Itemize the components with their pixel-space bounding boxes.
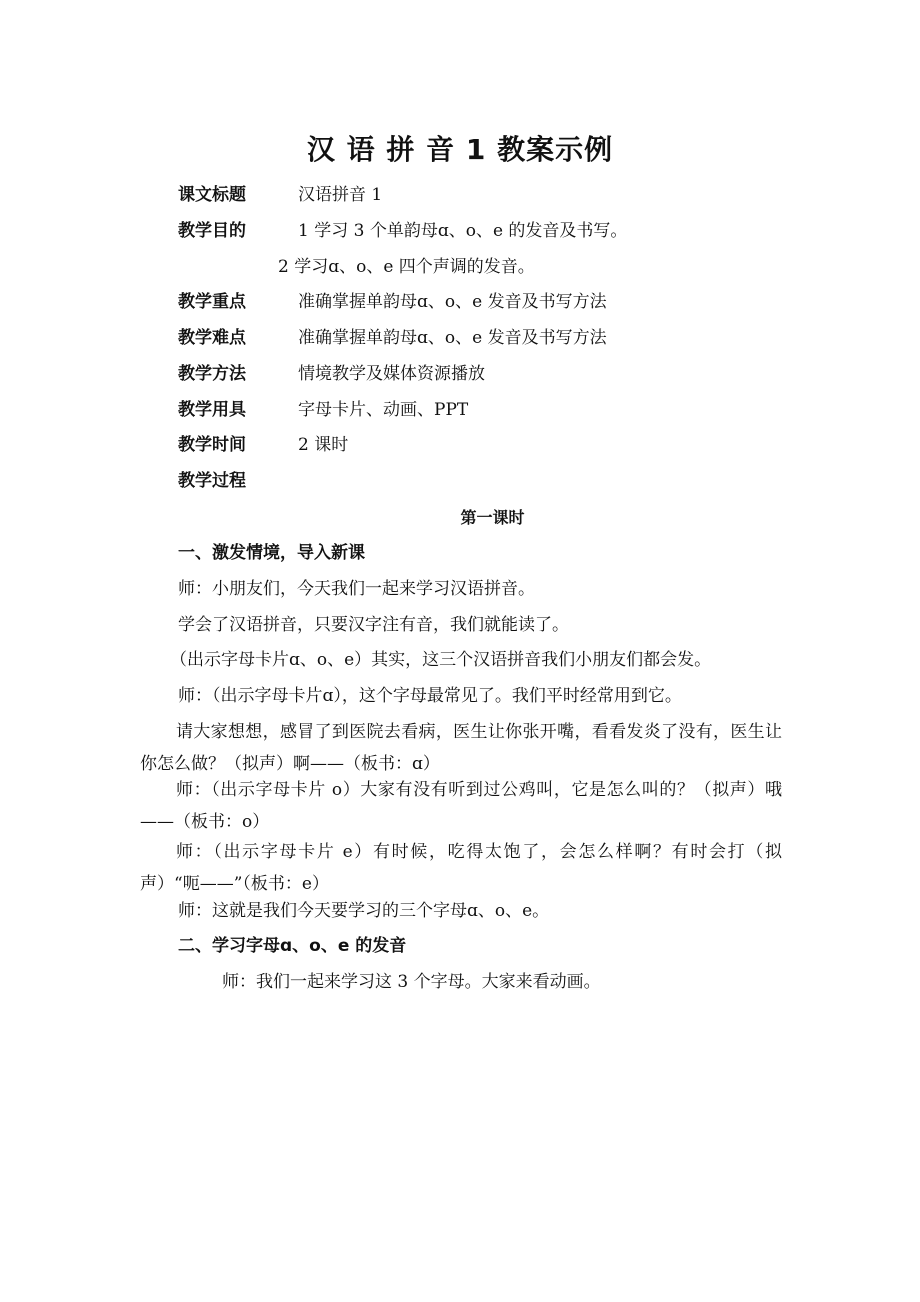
info-value: 准确掌握单韵母ɑ、o、e 发音及书写方法	[298, 292, 607, 312]
info-label: 教学目的	[178, 221, 246, 241]
section-2-title: 二、学习字母ɑ、o、e 的发音	[178, 936, 407, 956]
paragraph: （出示字母卡片ɑ、o、e）其实，这三个汉语拼音我们小朋友们都会发。	[170, 650, 712, 670]
document-title: 汉 语 拼 音 1 教案示例	[306, 133, 614, 166]
paragraph: 师：（出示字母卡片 o）大家有没有听到过公鸡叫，它是怎么叫的？（拟声）哦——（板书：o）	[140, 780, 782, 832]
paragraph: 师：这就是我们今天要学习的三个字母ɑ、o、e。	[178, 901, 550, 921]
paragraph: 学会了汉语拼音，只要汉字注有音，我们就能读了。	[178, 615, 569, 635]
info-label: 教学重点	[178, 292, 246, 312]
info-value: 字母卡片、动画、PPT	[298, 400, 469, 420]
info-label: 教学用具	[178, 400, 246, 420]
info-label: 教学过程	[178, 471, 246, 491]
paragraph: 请大家想想，感冒了到医院去看病，医生让你张开嘴，看看发炎了没有，医生让你怎么做？（拟声）啊——（板书：ɑ）	[140, 722, 782, 774]
info-value: 情境教学及媒体资源播放	[298, 364, 485, 384]
section-1-title: 一、激发情境，导入新课	[178, 543, 365, 563]
info-label: 课文标题	[178, 185, 246, 205]
objectives-line-2: 2 学习ɑ、o、e 四个声调的发音。	[278, 257, 535, 277]
paragraph: 师：（出示字母卡片 e）有时候，吃得太饱了，会怎么样啊？有时会打（拟声）“呃——”（板书：e）	[140, 842, 782, 894]
paragraph: 师：（出示字母卡片ɑ），这个字母最常见了。我们平时经常用到它。	[178, 686, 682, 706]
session-heading: 第一课时	[460, 508, 525, 527]
info-label: 教学方法	[178, 364, 246, 384]
paragraph: 师：小朋友们，今天我们一起来学习汉语拼音。	[178, 579, 535, 599]
info-label: 教学时间	[178, 435, 246, 455]
paragraph: 师：我们一起来学习这 3 个字母。大家来看动画。	[222, 972, 601, 992]
info-value: 准确掌握单韵母ɑ、o、e 发音及书写方法	[298, 328, 607, 348]
info-value: 2 课时	[298, 435, 349, 455]
info-label: 教学难点	[178, 328, 246, 348]
info-value: 汉语拼音 1	[298, 185, 383, 205]
info-value: 1 学习 3 个单韵母ɑ、o、e 的发音及书写。	[298, 221, 628, 241]
